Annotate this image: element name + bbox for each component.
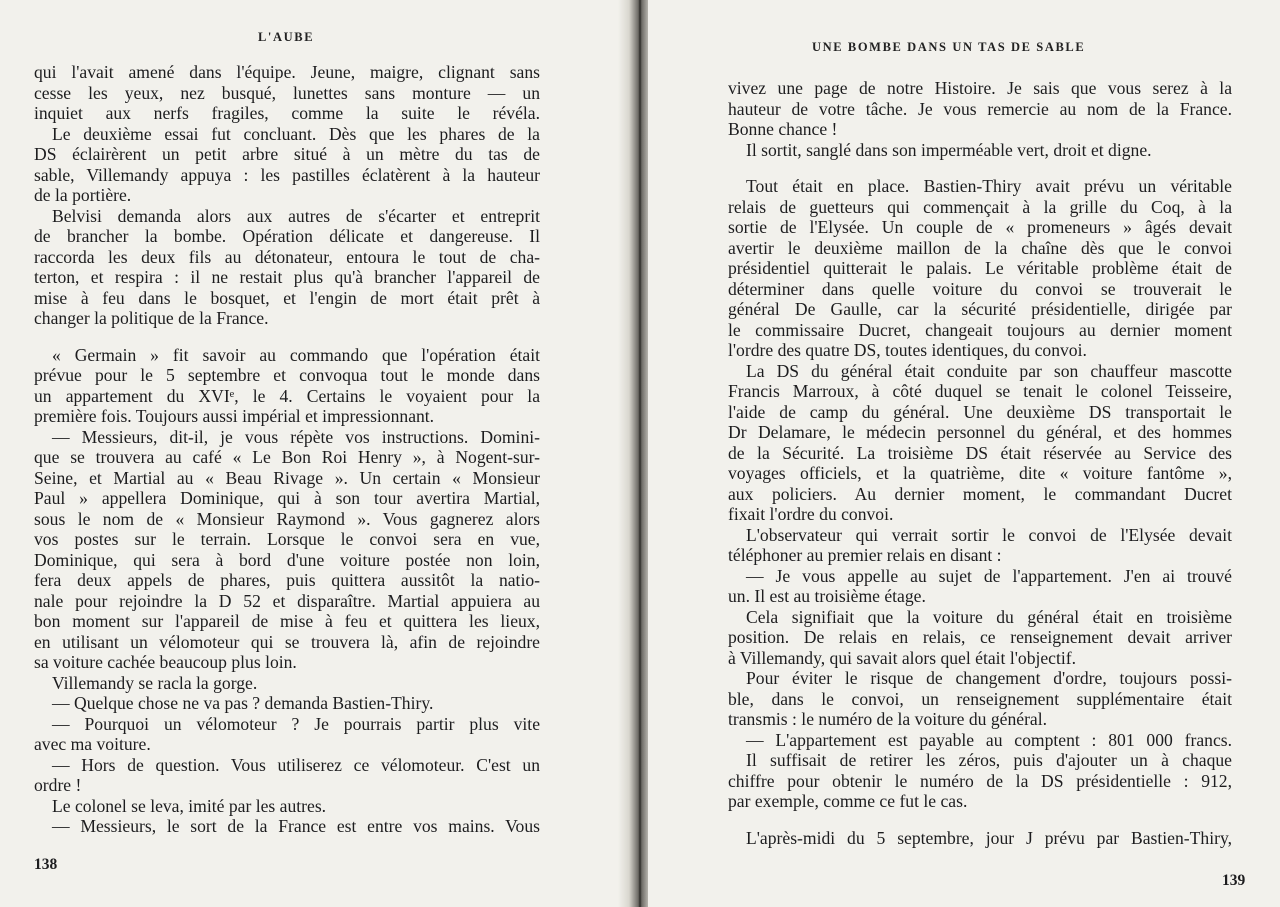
text-line: L'observateur qui verrait sortir le convoi de l'Elysée devait	[746, 524, 1232, 545]
left-page-text	[34, 62, 540, 837]
text-line: DS éclairèrent un petit arbre situé à un mètre du tas de	[34, 144, 540, 164]
text-line: sortie de l'Elysée. Un couple de « promeneurs » âgés devait	[728, 217, 1232, 237]
text-line: relais de guetteurs qui commençait à la grille du Coq, à la	[728, 196, 1232, 217]
text-line: Il sortit, sanglé dans son imperméable vert, droit et digne.	[746, 139, 1152, 160]
text-line: nale pour rejoindre la D 52 et disparaître. Martial appuiera au	[34, 590, 540, 611]
text-line: Il suffisait de retirer les zéros, puis d'ajouter un à chaque	[746, 750, 1232, 770]
text-line: l'aide de camp du général. Une deuxième DS transportait le	[728, 401, 1232, 422]
text-line: fixait l'ordre du convoi.	[728, 504, 894, 524]
text-line: Cela signifiait que la voiture du général était en troisième	[746, 606, 1232, 627]
text-line: de la Sécurité. La troisième DS était réservée au Service des	[728, 442, 1232, 463]
text-line: Dominique, qui sera à bord d'une voiture postée non loin,	[34, 549, 540, 570]
text-line: Paul » appellera Dominique, qui à son tour avertira Martial,	[34, 488, 540, 508]
running-head-left: L'AUBE	[258, 30, 315, 44]
text-line: présidentiel quitterait le palais. Le véritable problème était de	[728, 258, 1232, 278]
text-line: — Hors de question. Vous utiliserez ce vélomoteur. C'est un	[52, 754, 540, 775]
text-line: Francis Marroux, à côté duquel se tenait le colonel Teisseire,	[728, 381, 1232, 401]
text-line: bon moment sur l'appareil de mise à feu et quittera les lieux,	[34, 611, 540, 631]
page-number-left: 138	[34, 856, 58, 873]
text-line: Tout était en place. Bastien-Thiry avait prévu un véritable	[746, 176, 1232, 196]
text-line: terton, et respira : il ne restait plus qu'à brancher l'appareil de	[34, 267, 540, 287]
text-line: en utilisant un vélomoteur qui se trouvera là, afin de rejoindre	[34, 631, 540, 652]
text-line: téléphoner au premier relais en disant :	[728, 545, 1002, 565]
text-line: Le deuxième essai fut concluant. Dès que les phares de la	[52, 123, 540, 144]
text-line: général De Gaulle, car la sécurité présidentielle, dirigée par	[728, 299, 1232, 319]
page-number-right: 139	[1222, 872, 1246, 889]
right-page	[648, 0, 1280, 907]
paragraph-gap	[34, 329, 540, 345]
text-line: Pour éviter le risque de changement d'ordre, toujours possi-	[746, 668, 1232, 688]
text-line: « Germain » fit savoir au commando que l'opération était	[52, 344, 540, 365]
text-line: déterminer dans quelle voiture du convoi se trouverait le	[728, 278, 1232, 299]
text-line: par exemple, comme ce fut le cas.	[728, 791, 968, 811]
text-line: à Villemandy, qui savait alors quel était l'objectif.	[728, 647, 1077, 668]
text-line: Seine, et Martial au « Beau Rivage ». Un certain « Monsieur	[34, 467, 540, 488]
text-line: — L'appartement est payable au comptent : 801 000 francs.	[746, 729, 1232, 750]
text-line: aux policiers. Au dernier moment, le commandant Ducret	[728, 483, 1232, 504]
text-line: Le colonel se leva, imité par les autres.	[52, 795, 327, 816]
text-line: de la portière.	[34, 185, 132, 205]
text-line: sous le nom de « Monsieur Raymond ». Vous gagnerez alors	[34, 508, 540, 529]
text-line: hauteur de votre tâche. Je vous remercie au nom de la France.	[728, 98, 1232, 119]
text-line: La DS du général était conduite par son chauffeur mascotte	[746, 360, 1232, 381]
text-line: fera deux appels de phares, puis quittera aussitôt la natio-	[34, 570, 540, 590]
paragraph-gap	[728, 160, 1232, 176]
text-line: qui l'avait amené dans l'équipe. Jeune, maigre, clignant sans	[34, 62, 540, 82]
text-line: transmis : le numéro de la voiture du général.	[728, 709, 1048, 729]
paragraph-gap	[728, 812, 1232, 828]
text-line: avec ma voiture.	[34, 734, 151, 754]
text-line: l'ordre des quatre DS, toutes identiques, du convoi.	[728, 340, 1087, 360]
text-line: inquiet aux nerfs fragiles, comme la suite le révéla.	[34, 103, 540, 123]
text-line: — Pourquoi un vélomoteur ? Je pourrais partir plus vite	[52, 713, 540, 734]
left-page	[0, 0, 632, 907]
text-line: raccorda les deux fils au détonateur, entoura le tout de cha-	[34, 246, 540, 267]
text-line: — Quelque chose ne va pas ? demanda Bastien-Thiry.	[52, 693, 434, 713]
text-line: un. Il est au troisième étage.	[728, 586, 926, 606]
text-line: Belvisi demanda alors aux autres de s'écarter et entreprit	[52, 205, 540, 226]
text-line: chiffre pour obtenir le numéro de la DS présidentielle : 912,	[728, 770, 1232, 791]
text-line: ordre !	[34, 775, 82, 795]
text-line: mise à feu dans le bosquet, et l'engin de mort était prêt à	[34, 287, 540, 308]
text-line: un appartement du XVIᵉ, le 4. Certains le voyaient pour la	[34, 385, 540, 406]
text-line: sable, Villemandy appuya : les pastilles éclatèrent à la hauteur	[34, 164, 540, 185]
text-line: vivez une page de notre Histoire. Je sais que vous serez à la	[728, 78, 1232, 98]
text-line: L'après-midi du 5 septembre, jour J prévu par Bastien-Thiry,	[746, 827, 1232, 848]
text-line: le commissaire Ducret, changeait toujours au dernier moment	[728, 319, 1232, 340]
text-line: ble, dans le convoi, un renseignement supplémentaire était	[728, 688, 1232, 709]
text-line: vos postes sur le terrain. Lorsque le convoi sera en vue,	[34, 529, 540, 549]
text-line: changer la politique de la France.	[34, 308, 269, 328]
text-line: Bonne chance !	[728, 119, 838, 139]
text-line: première fois. Toujours aussi impérial et impressionnant.	[34, 406, 435, 426]
text-line: prévue pour le 5 septembre et convoqua tout le monde dans	[34, 365, 540, 385]
text-line: de brancher la bombe. Opération délicate et dangereuse. Il	[34, 226, 540, 246]
text-line: voyages officiels, et la quatrième, dite « voiture fantôme »,	[728, 463, 1232, 483]
text-line: position. De relais en relais, ce renseignement devait arriver	[728, 627, 1232, 647]
right-page-text	[728, 78, 1232, 848]
text-line: — Messieurs, le sort de la France est entre vos mains. Vous	[52, 816, 540, 836]
text-line: sa voiture cachée beaucoup plus loin.	[34, 652, 297, 672]
text-line: — Messieurs, dit-il, je vous répète vos instructions. Domini-	[52, 426, 540, 447]
text-line: Dr Delamare, le médecin personnel du général, et des hommes	[728, 422, 1232, 442]
text-line: Villemandy se racla la gorge.	[52, 672, 258, 693]
running-head-right: UNE BOMBE DANS UN TAS DE SABLE	[812, 40, 1086, 54]
text-line: — Je vous appelle au sujet de l'appartement. J'en ai trouvé	[746, 565, 1232, 586]
text-line: que se trouvera au café « Le Bon Roi Henry », à Nogent-sur-	[34, 447, 540, 467]
text-line: avertir le deuxième maillon de la chaîne dès que le convoi	[728, 237, 1232, 258]
text-line: cesse les yeux, nez busqué, lunettes sans monture — un	[34, 82, 540, 103]
